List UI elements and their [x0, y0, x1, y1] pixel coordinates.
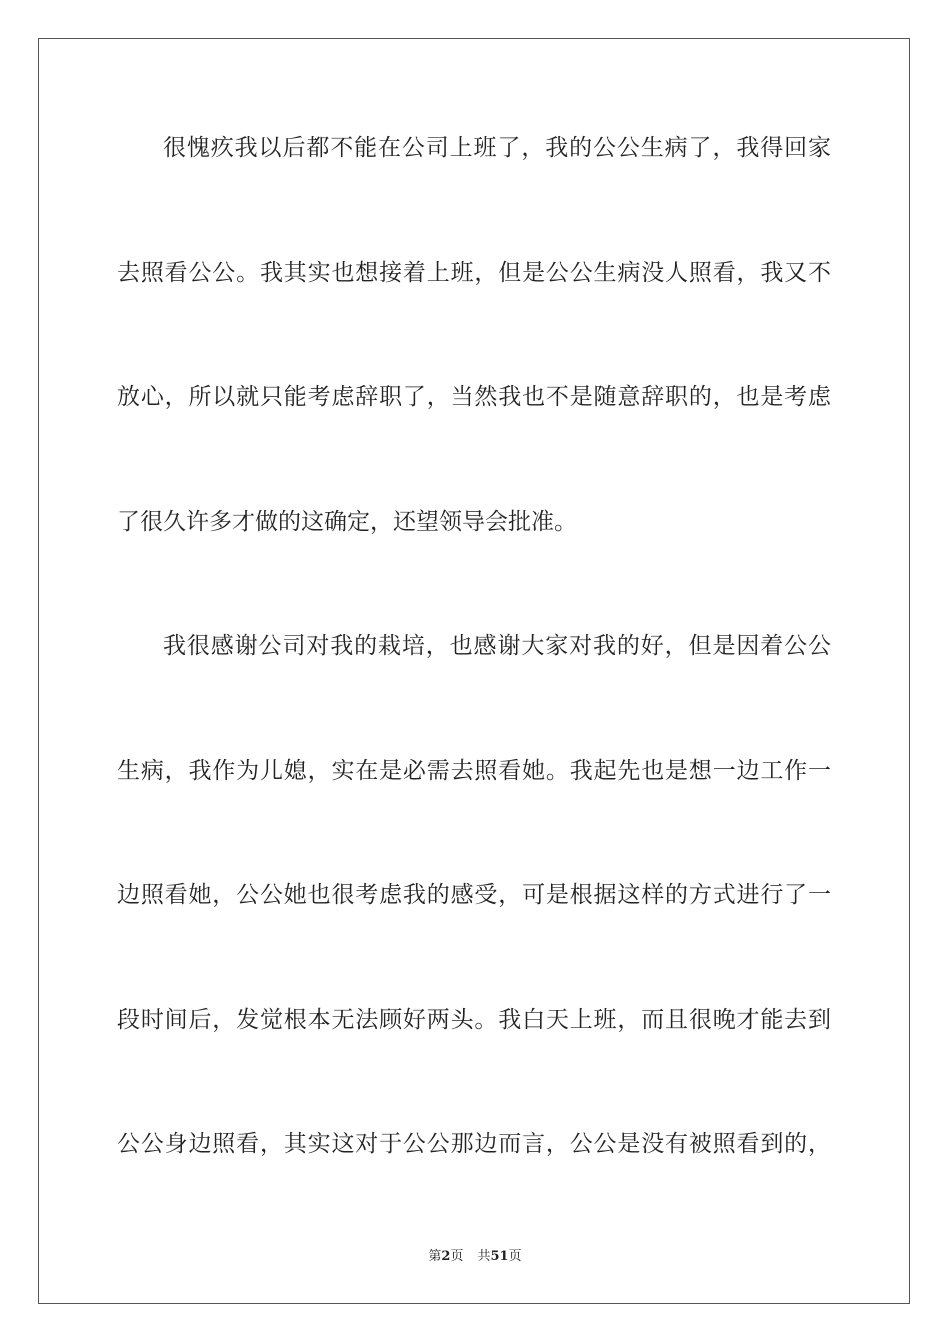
paragraph-2-line-3: 边照看她，公公她也很考虑我的感受，可是根据这样的方式进行了一 [117, 882, 831, 908]
paragraph-2-line-1: 我很感谢公司对我的栽培，也感谢大家对我的好，但是因着公公 [163, 633, 831, 659]
page-number: 2 [441, 1249, 451, 1264]
total-prefix: 共 [477, 1249, 491, 1264]
total-suffix: 页 [508, 1249, 522, 1264]
paragraph-1-line-1: 很愧疚我以后都不能在公司上班了，我的公公生病了，我得回家 [163, 135, 831, 161]
page-prefix: 第 [428, 1249, 442, 1264]
paragraph-2-line-2: 生病，我作为儿媳，实在是必需去照看她。我起先也是想一边工作一 [117, 758, 831, 784]
paragraph-2-line-5: 公公身边照看，其实这对于公公那边而言，公公是没有被照看到的， [117, 1131, 831, 1157]
page-suffix: 页 [450, 1249, 464, 1264]
paragraph-1-line-4: 了很久许多才做的这确定，还望领导会批准。 [117, 509, 577, 535]
page-footer [0, 1248, 950, 1266]
total-pages: 51 [490, 1249, 509, 1264]
paragraph-2-line-4: 段时间后，发觉根本无法顾好两头。我白天上班，而且很晚才能去到 [117, 1007, 831, 1033]
page-border [38, 38, 910, 1304]
paragraph-1-line-3: 放心，所以就只能考虑辞职了，当然我也不是随意辞职的，也是考虑 [117, 384, 831, 410]
paragraph-1-line-2: 去照看公公。我其实也想接着上班，但是公公生病没人照看，我又不 [117, 260, 831, 286]
